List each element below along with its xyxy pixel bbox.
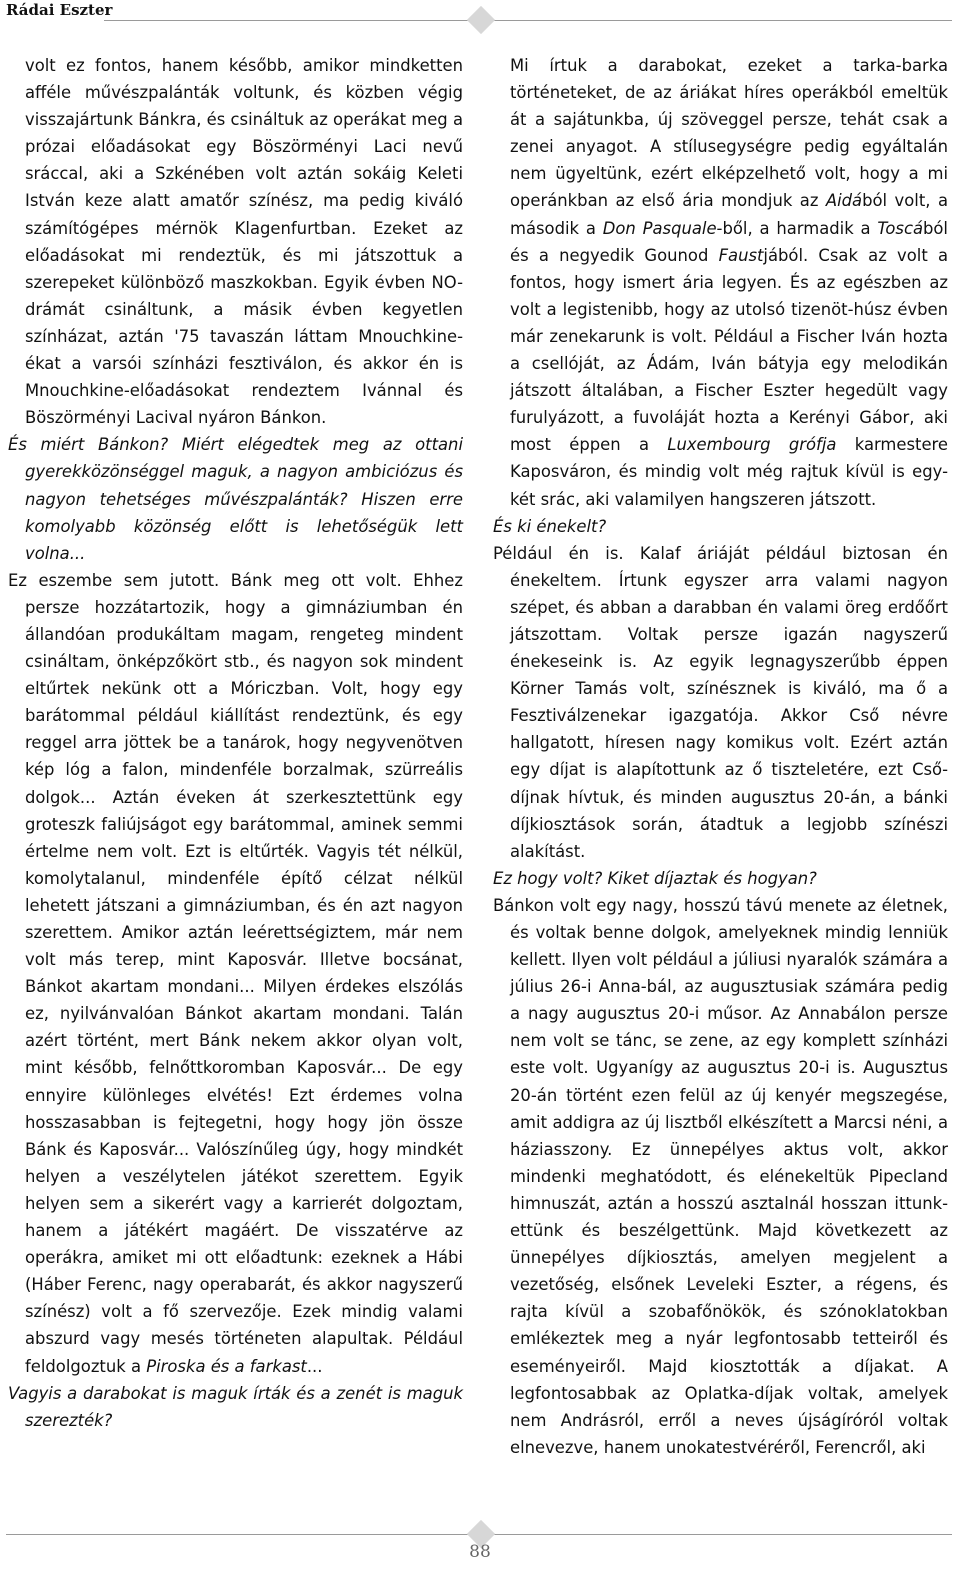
italic-title: Toscá (877, 218, 923, 238)
interview-question: És miért Bánkon? Miért elégedtek meg az ottani gyerekközönséggel maguk, a nagyon ambiciózus és nagyon tehetséges művészpalánták? Hiszen erre komolyabb közönség előtt is lehetőségük lett volna... (8, 435, 463, 563)
italic-title: Luxembourg grófja (667, 435, 837, 455)
italic-title: Don Pasquale (602, 218, 717, 238)
interview-answer (8, 567, 463, 1380)
interview-answer: Bánkon volt egy nagy, hosszú távú menete az életnek, és voltak benne dolgok, amelyeknek mindig lenniük kellett. Ilyen volt például a júliusi nyaralók számára a július 26-i Anna-bál, az augusztusiak számára pedig a nagy augusztus 20-i műsor. Az Annabálon persze nem volt se tánc, se zene, az egy komplett színházi este volt. Ugyanígy az augusztus 20-i is. Augusztus 20-án történt ezen felül az új kenyér megszegése, amit addigra az új lisztből elkészített a Marcsi néni, a háziasszony. Ez ünnepélyes aktus volt, akkor mindenki meghatódott, és elénekeltük Pipecland himnuszát, aztán a hosszú asztalnál hosszan ittunk-ettünk és beszélgettünk. Majd következett az ünnepélyes díjkiosztás, amelyen megjelent a vezetőség, elsőnek Leveleki Eszter, a régens, és rajta kívül a szobafőnökök, és szónoklatokban emlékeztek meg a nyár legfontosabb tetteiről és eseményeiről. Majd kiosztották a díjakat. A legfontosabbak az Oplatka-díjak voltak, amelyek nem Andrásról, erről a neves újságíróról voltak elnevezve, hanem unokatestvéréről, Ferencről, aki (493, 895, 948, 1457)
interview-question: Vagyis a darabokat is maguk írták és a zenét is maguk szerezték? (8, 1383, 463, 1430)
answer-tail: ... (306, 1356, 323, 1376)
header-rule (104, 20, 952, 21)
italic-title: Faust (718, 245, 764, 265)
header-diamond-ornament (467, 6, 495, 34)
running-header-author: Rádai Eszter (6, 1, 113, 19)
right-column (493, 52, 948, 1461)
interview-question: És ki énekelt? (493, 516, 607, 536)
italic-title: Piroska és a farkast (146, 1356, 307, 1376)
interview-answer: Például én is. Kalaf áriáját például biztosan én énekeltem. Írtunk egyszer arra valami nagyon szépet, és abban a darabban én valami öreg erdőőrt játszottam. Voltak persze igazán nagyszerű énekeseink is. Az egyik legnagyszerűbb éppen Körner Tamás volt, színésznek is kiváló, ma ő a Fesztiválzenekar igazgatója. Akkor Cső névre hallgatott, híresen nagy komikus volt. Ezért aztán egy díjat is alapítottunk az ő tiszteletére, ezt Cső-díjnak hívtuk, és minden augusztus 20-án, a bánki díjkiosztások során, átadtuk a legjobb színészi alakítást. (493, 543, 948, 861)
answer-text: Ez eszembe sem jutott. Bánk meg ott volt. Ehhez persze hozzátartozik, hogy a gimnáziumban én állandóan produkáltam magam, rengeteg mindent csináltam, önképzőkört stb., és nagyon sok mindent eltűrtek nekünk ott a Móriczban. Volt, hogy egy barátommal például kiállítást rendeztünk, és egy reggel arra jöttek be a tanárok, hogy negyvenötven kép lóg a falon, mindenféle borzalmak, szürreális dolgok... Aztán éveken át szerkesztettünk egy groteszk faliújságot egy barátommal, aminek semmi értelme nem volt. Ezt is eltűrték. Vagyis tét nélkül, komolytalanul, mindenféle építő célzat nélkül lehetett játszani a gimnáziumban, és én azt nagyon szerettem. Amikor aztán leérettségiztem, már nem volt más terep, mint Kaposvár. Illetve bocsánat, Bánkot akartam mondani... Milyen érdekes elszólás ez, nyilvánvalóan Bánkot akartam mondani. Talán azért történt, mert Bánk nekem akkor olyan volt, mint később, felnőttkoromban Kaposvár... De egy ennyire különleges elvétés! Ezt érdemes volna hosszasabban is fejtegetni, hogy hogy jön össze Bánk és Kaposvár... Valószínűleg úgy, hogy mindkét helyen a veszélytelen játékot szerettem. Egyik helyen sem a sikerért vagy a karrierét dolgoztam, hanem a játékért magáért. De visszatérve az operákra, amiket mi ott előadtunk: ezeknek a Hábi (Háber Ferenc, nagy operabarát, és akkor nagyszerű színész) volt a fő szervezője. Ezek mindig valami abszurd vagy mesés történeten alapultak. Például feldolgoztuk a (8, 570, 463, 1376)
left-column (8, 52, 463, 1434)
page-number: 88 (469, 1542, 491, 1562)
italic-title: Aidá (825, 191, 863, 211)
interview-question: Ez hogy volt? Kiket díjaztak és hogyan? (493, 868, 817, 888)
paragraph-answer-continued: Mi írtuk a darabokat, ezeket a tarka-barka történeteket, de az áriákat híres operákból emeltük át a sajátunkba, új szöveggel persze, tehát csak a zenei anyagot. A stílusegységre pedig egyáltalán nem ügyeltünk, ezért elképzelhető volt, hogy a mi operánkban az első ária mondjuk az Aidából volt, a második a Don Pasquale-ből, a harmadik a Toscából és a negyedik Gounod Faustjából. Csak az volt a fontos, hogy ismert ária legyen. És az egészben az volt a legistenibb, hogy az utolsó tizenöt-húsz évben már zenekarunk is volt. Például a Fischer Iván hozta a csellóját, az Ádám, Iván bátyja egy melodikán játszott általában, a Fischer Eszter hegedült vagy furulyázott, a fuvoláját hozta a Kerényi Gábor, aki most éppen a Luxembourg grófja karmestere Kaposváron, és mindig volt még rajtuk kívül is egy-két srác, aki valamilyen hangszeren játszott. (510, 56, 948, 509)
paragraph-answer-continued: volt ez fontos, hanem később, amikor mindketten afféle művészpalánták voltunk, és közben végig visszajártunk Bánkra, és csináltuk az operákat meg a prózai előadásokat egy Böszörményi Laci nevű sráccal, aki a Szkénében volt aztán sokáig Keleti István keze alatt amatőr színész, ma pedig kiváló számítógépes mérnök Klagenfurtban. Ezeket az előadásokat mi rendeztük, és mi játszottuk a szerepeket különböző maszkokban. Egyik évben NO-drámát csináltunk, a másik évben kegyetlen színházat, aztán '75 tavaszán láttam Mnouchkine-ékat a varsói színházi fesztiválon, és akkor én is Mnouchkine-előadásokat rendeztem Ivánnal és Böszörményi Lacival nyáron Bánkon. (25, 56, 463, 428)
